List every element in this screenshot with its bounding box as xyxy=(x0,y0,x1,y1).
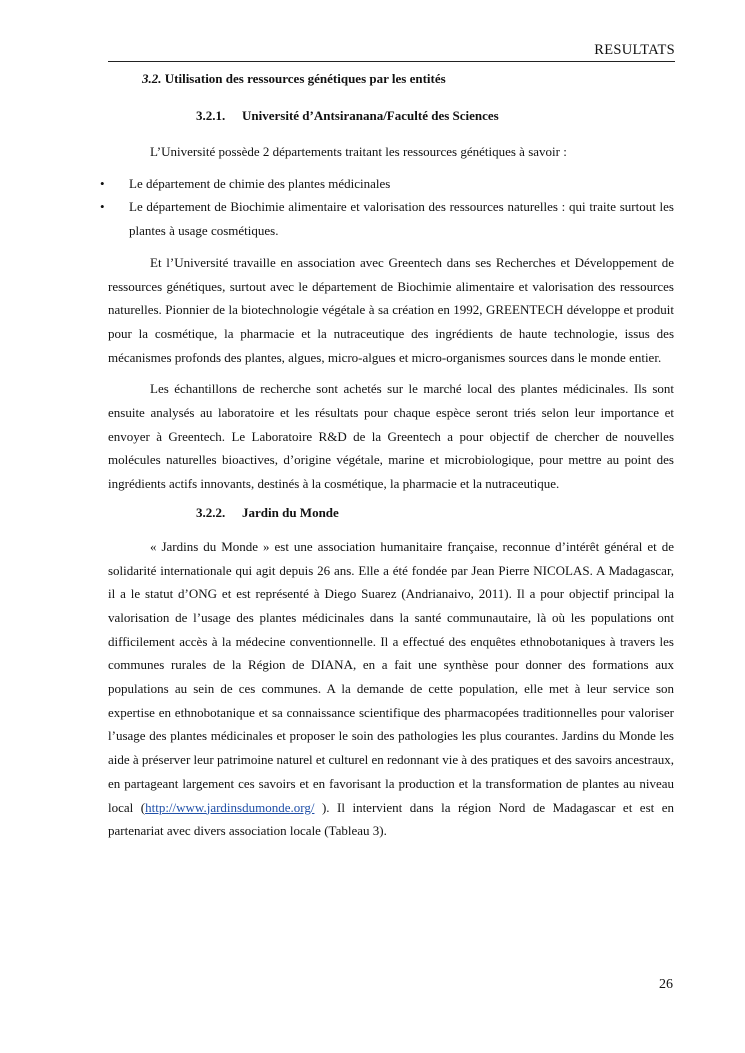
department-list xyxy=(100,172,674,243)
subsection-title-text-1: Université d’Antsiranana/Faculté des Sciences xyxy=(242,108,499,123)
section-title-text: Utilisation des ressources génétiques par les entités xyxy=(164,71,446,86)
list-item-text: Le département de chimie des plantes médicinales xyxy=(129,175,391,191)
samples-paragraph: Les échantillons de recherche sont achetés sur le marché local des plantes médicinales. Ils sont ensuite analysés au laboratoire et les résultats pour chaque espèce seront triés selon leur importance et envoyer à Greentech. Le Laboratoire R&D de la Greentech a pour objectif de chercher de nouvelles molécules naturelles bioactives, d’origine végétale, marine et microbiologique, pour mettre au point des ingrédients actifs innovants, destinés à la cosmétique, la pharmacie et la nutraceutique. xyxy=(108,381,674,492)
list-item xyxy=(100,195,674,242)
subsection-title-2 xyxy=(196,504,674,522)
subsection-number-1: 3.2.1. xyxy=(196,108,226,123)
jardins-website-link[interactable]: http://www.jardinsdumonde.org/ xyxy=(145,799,315,815)
jardins-text-before-link: « Jardins du Monde » est une association humanitaire française, reconnue d’intérêt général et de solidarité internationale qui agit depuis 26 ans. Elle a été fondée par Jean Pierre NICOLAS. A Madagascar, il a le statut d’ONG et est représenté à Diego Suarez (Andrianaivo, 2011). Il a pour objectif principal la valorisation de l’usage des plantes médicinales dans la santé communautaire, là où les populations ont difficilement accès à la médecine conventionnelle. Il a effectué des enquêtes ethnobotaniques à travers les communes rurales de la Région de DIANA, en a fait une synthèse pour donner des formations aux populations au sein de ces communes. A la demande de cette population, elle met à leur service son expertise en ethnobotanique et sa connaissance scientifique des pharmacopées traditionnelles pour valoriser l’usage des plantes médicinales et proposer le soin des pathologies les plus courantes. Jardins du Monde les aide à préserver leur patrimoine naturel et culturel en redonnant vie à des pratiques et des savoirs ancestraux, en partageant largement ces savoirs et en favorisant la production et la transformation de plantes au niveau local ( xyxy=(108,538,674,815)
intro-paragraph: L’Université possède 2 départements traitant les ressources génétiques à savoir : xyxy=(150,144,567,159)
bullet-icon: • xyxy=(100,175,105,191)
jardins-paragraph xyxy=(108,535,674,843)
greentech-paragraph: Et l’Université travaille en association avec Greentech dans ses Recherches et Développement de ressources génétiques, surtout avec le département de Biochimie alimentaire et valorisation des ressources naturelles. Pionnier de la biotechnologie végétale à sa création en 1992, GREENTECH développe et produit pour la cosmétique, la pharmacie et la nutraceutique des ingrédients de haute technologie, issus des mécanismes profonds des plantes, algues, micro-algues et micro-organismes sources dans le monde entier. xyxy=(108,254,674,365)
jardins-text-after-link: ). Il intervient dans la région Nord de Madagascar et est en partenariat avec divers association locale (Tableau 3). xyxy=(108,799,675,839)
bullet-icon: • xyxy=(100,199,105,215)
subsection-title-1 xyxy=(196,107,674,125)
section-title xyxy=(142,70,674,88)
section-number: 3.2. xyxy=(142,71,162,86)
subsection-number-2: 3.2.2. xyxy=(196,504,226,520)
subsection-title-text-2: Jardin du Monde xyxy=(242,504,339,520)
list-item xyxy=(100,172,674,196)
page-number: 26 xyxy=(659,977,673,992)
list-item-text: Le département de Biochimie alimentaire et valorisation des ressources naturelles : qui traite surtout les plantes à usage cosmétiques. xyxy=(129,199,674,239)
running-header: RESULTATS xyxy=(108,42,675,62)
page-body xyxy=(100,56,675,843)
